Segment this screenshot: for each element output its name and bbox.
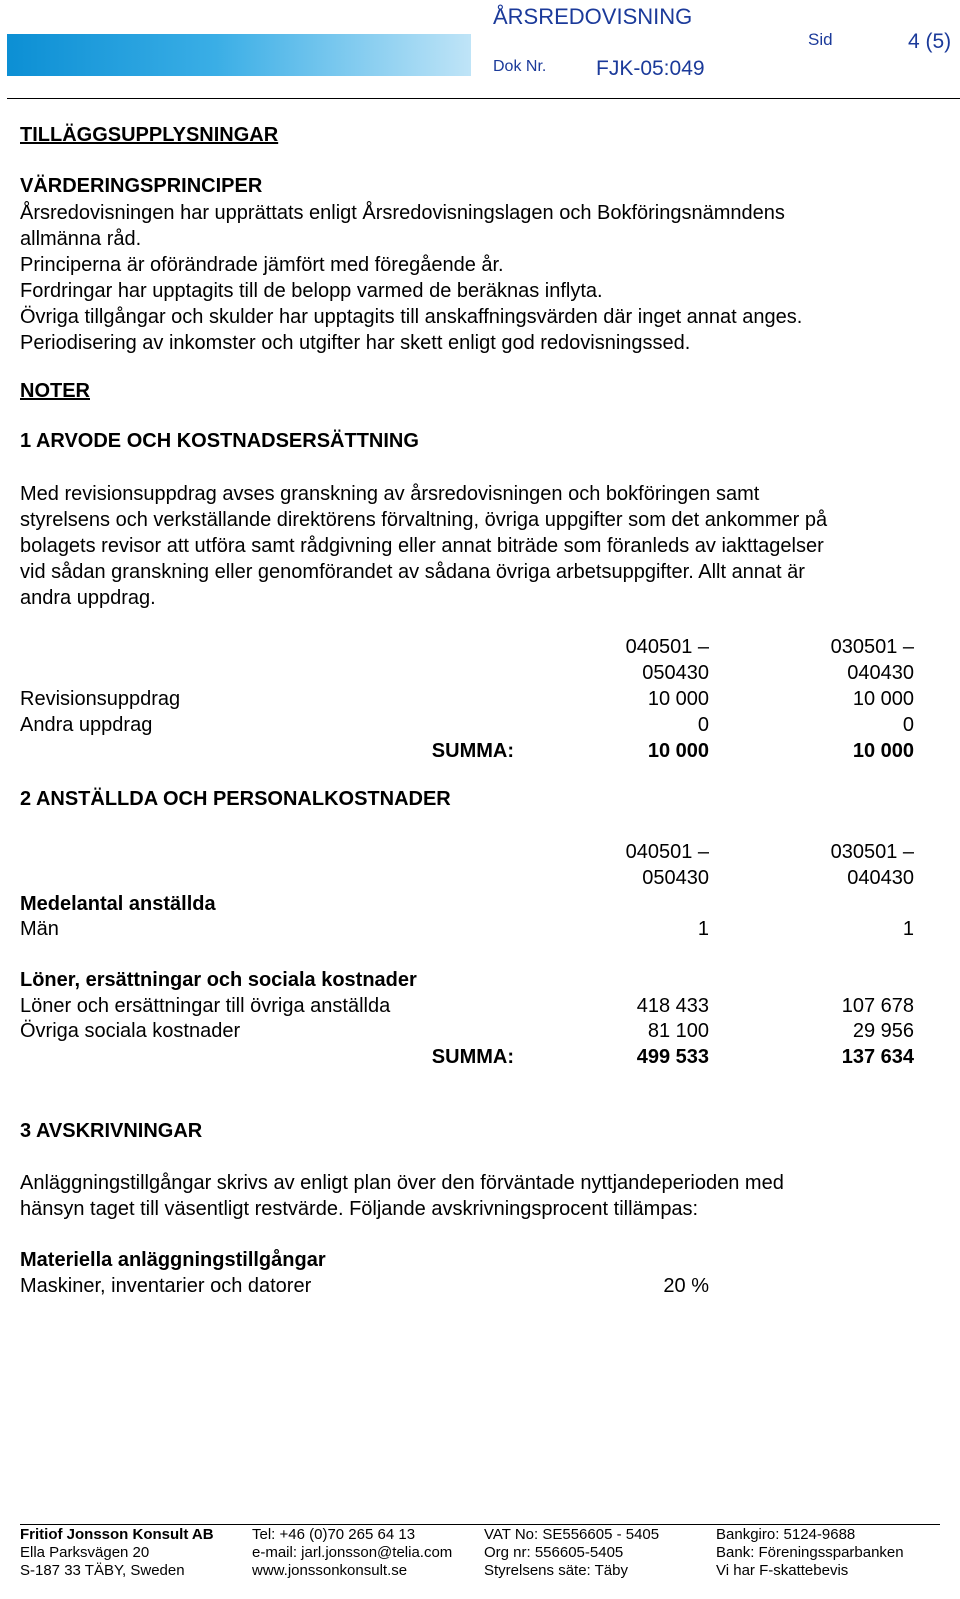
note2-heading: 2 ANSTÄLLDA OCH PERSONALKOSTNADER — [20, 788, 451, 810]
period-previous-end: 040430 — [847, 662, 914, 684]
period-previous-start: 030501 – — [830, 841, 914, 863]
note3-line: hänsyn taget till väsentligt restvärde. Följande avskrivningsprocent tillämpas: — [20, 1198, 699, 1220]
note2-sum-row — [20, 1044, 920, 1070]
table-row — [20, 1273, 920, 1299]
footer-bankgiro: Bankgiro: 5124-9688 — [716, 1526, 856, 1543]
footer-city: S-187 33 TÄBY, Sweden — [20, 1562, 185, 1579]
row-value-current: 418 433 — [636, 995, 709, 1017]
note2-subheading-employees — [20, 891, 920, 917]
row-label: Övriga sociala kostnader — [20, 1020, 241, 1042]
footer-company-name: Fritiof Jonsson Konsult AB — [20, 1526, 214, 1543]
subheading: Materiella anläggningstillgångar — [20, 1249, 326, 1271]
notes-heading: NOTER — [20, 380, 90, 402]
footer-bank-name: Bank: Föreningssparbanken — [716, 1544, 904, 1561]
period-current-start: 040501 – — [625, 636, 709, 658]
footer-website: www.jonssonkonsult.se — [252, 1562, 408, 1579]
valuation-line: Övriga tillgångar och skulder har upptagits till anskaffningsvärden där inget annat anges. — [20, 306, 803, 328]
sum-value-current: 499 533 — [636, 1046, 709, 1068]
note2-period-row-1 — [20, 839, 920, 865]
note1-line: andra uppdrag. — [20, 587, 156, 609]
footer-org-nr: Org nr: 556605-5405 — [484, 1544, 624, 1561]
subheading: Löner, ersättningar och sociala kostnader — [20, 969, 417, 991]
table-row — [20, 686, 920, 712]
valuation-text — [20, 200, 802, 356]
row-value-previous: 107 678 — [841, 995, 914, 1017]
period-current-end: 050430 — [642, 662, 709, 684]
table-row — [20, 1018, 920, 1044]
valuation-heading: VÄRDERINGSPRINCIPER — [20, 175, 263, 197]
note1-paragraph — [20, 481, 827, 611]
sum-label: SUMMA: — [431, 1046, 514, 1068]
footer-company — [20, 1526, 214, 1580]
footer-seat: Styrelsens säte: Täby — [484, 1562, 628, 1579]
row-value-previous: 10 000 — [852, 688, 914, 710]
doc-number-label: Dok Nr. — [493, 58, 547, 75]
footer-address: Ella Parksvägen 20 — [20, 1544, 150, 1561]
note1-period-row-2 — [20, 660, 920, 686]
period-current-end: 050430 — [642, 867, 709, 889]
doc-number: FJK-05:049 — [596, 57, 705, 80]
document-title: ÅRSREDOVISNING — [493, 4, 693, 29]
note2-subheading-salaries — [20, 967, 920, 993]
footer-registration — [484, 1526, 659, 1580]
row-value-previous: 29 956 — [852, 1020, 914, 1042]
period-previous-start: 030501 – — [830, 636, 914, 658]
sum-value-current: 10 000 — [647, 740, 709, 762]
table-row — [20, 916, 920, 942]
table-row — [20, 993, 920, 1019]
note3-heading: 3 AVSKRIVNINGAR — [20, 1120, 203, 1142]
note3-subheading — [20, 1247, 920, 1273]
valuation-line: allmänna råd. — [20, 228, 142, 250]
row-value-current: 0 — [697, 714, 709, 736]
row-label: Maskiner, inventarier och datorer — [20, 1275, 312, 1297]
note1-line: styrelsens och verkställande direktörens förvaltning, övriga uppgifter som det ankommer på — [20, 509, 828, 531]
note1-sum-row — [20, 738, 920, 764]
header-banner — [7, 34, 471, 76]
row-value-previous: 1 — [902, 918, 914, 940]
page-label: Sid — [808, 30, 833, 49]
table-row — [20, 712, 920, 738]
row-value-current: 20 % — [663, 1275, 709, 1297]
note2-period-row-2 — [20, 865, 920, 891]
footer-phone: Tel: +46 (0)70 265 64 13 — [252, 1526, 416, 1543]
footer-email: e-mail: jarl.jonsson@telia.com — [252, 1544, 453, 1561]
note3-paragraph — [20, 1170, 784, 1222]
period-current-start: 040501 – — [625, 841, 709, 863]
note1-heading: 1 ARVODE OCH KOSTNADSERSÄTTNING — [20, 430, 419, 452]
supplementary-heading: TILLÄGGSUPPLYSNINGAR — [20, 124, 279, 146]
header-divider — [7, 98, 960, 99]
valuation-line: Fordringar har upptagits till de belopp varmed de beräknas inflyta. — [20, 280, 603, 302]
footer-bank — [716, 1526, 904, 1580]
sum-label: SUMMA: — [431, 740, 514, 762]
valuation-line: Principerna är oförändrade jämfört med föregående år. — [20, 254, 504, 276]
valuation-line: Årsredovisningen har upprättats enligt Årsredovisningslagen och Bokföringsnämndens — [20, 202, 785, 224]
note1-period-row-1 — [20, 634, 920, 660]
footer-vat: VAT No: SE556605 - 5405 — [484, 1526, 660, 1543]
footer-divider — [20, 1524, 940, 1525]
row-label: Löner och ersättningar till övriga anställda — [20, 995, 391, 1017]
note1-line: Med revisionsuppdrag avses granskning av årsredovisningen och bokföringen samt — [20, 483, 760, 505]
row-label: Andra uppdrag — [20, 714, 153, 736]
row-value-previous: 0 — [902, 714, 914, 736]
footer-contact — [252, 1526, 452, 1580]
sum-value-previous: 10 000 — [852, 740, 914, 762]
row-label: Revisionsuppdrag — [20, 688, 181, 710]
footer-tax: Vi har F-skattebevis — [716, 1562, 849, 1579]
note1-line: bolagets revisor att utföra samt rådgivning eller annat biträde som föranleds av iakttagelser — [20, 535, 824, 557]
note3-line: Anläggningstillgångar skrivs av enligt plan över den förväntade nyttjandeperioden med — [20, 1172, 784, 1194]
valuation-line: Periodisering av inkomster och utgifter har skett enligt god redovisningssed. — [20, 332, 691, 354]
subheading: Medelantal anställda — [20, 893, 216, 915]
page-number: 4 (5) — [908, 30, 952, 53]
row-label: Män — [20, 918, 59, 940]
row-value-current: 81 100 — [647, 1020, 709, 1042]
note1-line: vid sådan granskning eller genomförandet av sådana övriga arbetsuppgifter. Allt annat är — [20, 561, 805, 583]
sum-value-previous: 137 634 — [841, 1046, 914, 1068]
row-value-current: 1 — [697, 918, 709, 940]
period-previous-end: 040430 — [847, 867, 914, 889]
row-value-current: 10 000 — [647, 688, 709, 710]
